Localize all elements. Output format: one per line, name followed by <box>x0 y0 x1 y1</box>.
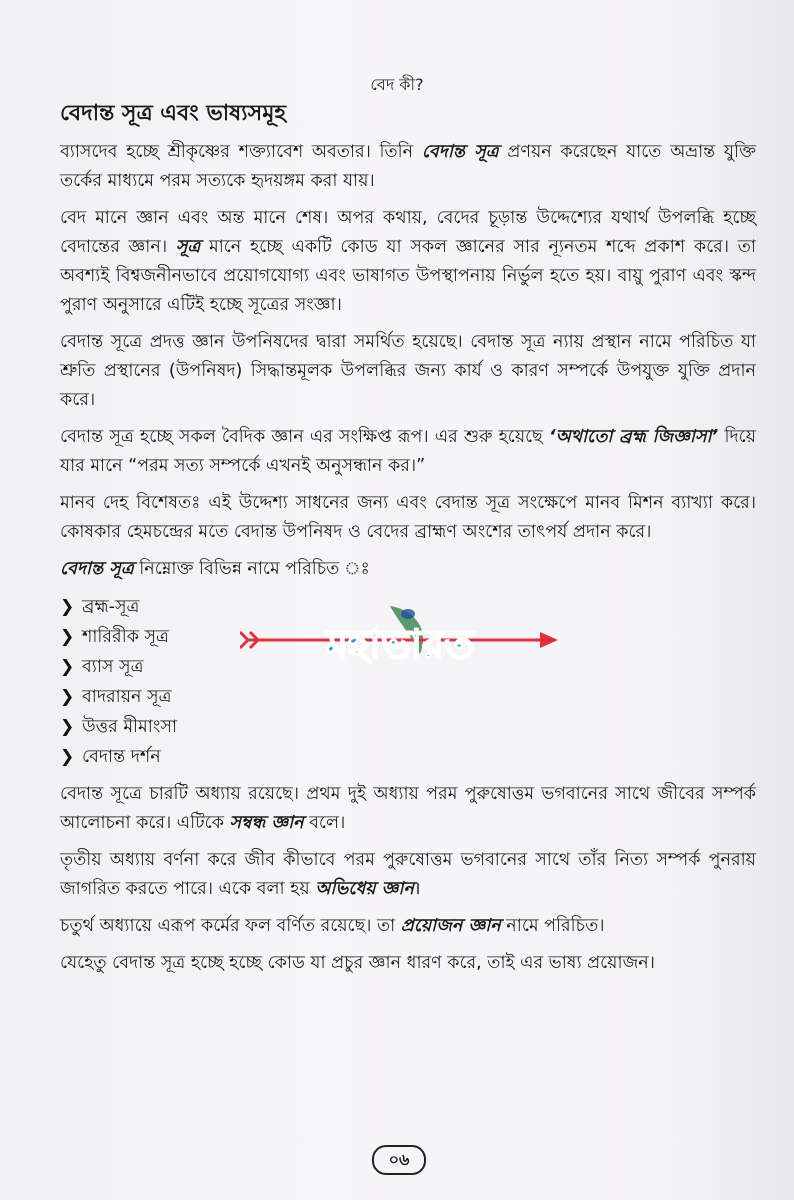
list-item <box>60 682 756 712</box>
watermark-text: মহাভারত <box>325 622 475 668</box>
p9-text-a: চতুর্থ অধ্যায়ে এরূপ কর্মের ফল বর্ণিত রয়েছে। তা <box>60 916 401 936</box>
paragraph-7 <box>60 780 756 838</box>
paragraph-3: বেদান্ত সূত্রে প্রদত্ত জ্ঞান উপনিষদের দ্বারা সমর্থিত হয়েছে। বেদান্ত সূত্র ন্যায় প্রস্থান নামে পরিচিত যা শ্রুতি প্রস্থানের (উপনিষদ) সিদ্ধান্তমূলক উপলব্ধির জন্য কার্য ও কারণ সম্পর্কে উপযুক্ত যুক্তি প্রদান করে। <box>60 332 756 410</box>
p2-emphasis: সূত্র <box>175 237 201 257</box>
list-item <box>60 712 756 742</box>
paragraph-10: যেহেতু বেদান্ত সূত্র হচ্ছে হচ্ছে কোড যা প্রচুর জ্ঞান ধারণ করে, তাই এর ভাষ্য প্রয়োজন। <box>60 953 655 973</box>
paragraph-1 <box>60 138 756 196</box>
chevron-right-icon: ❯ <box>60 657 75 677</box>
list-item-label: উত্তর মীমাংসা <box>82 717 178 737</box>
page-content <box>60 96 756 986</box>
p7-text-b: বলে। <box>303 813 346 833</box>
running-title: বেদ কী? <box>370 75 424 94</box>
p1-text-b: প্রণয়ন করেছেন যাতে অভ্রান্ত যুক্তি তর্কের মাধ্যমে পরম সত্যকে হৃদয়ঙ্গম করা যায়। <box>60 142 756 191</box>
p2-text-a: বেদ মানে জ্ঞান এবং অন্ত মানে শেষ। অপর কথায়, বেদের চূড়ান্ত উদ্দেশ্যের যথার্থ উপলব্ধি হচ্ছে বেদান্তের জ্ঞান। <box>60 208 756 257</box>
p9-emphasis: প্রয়োজন জ্ঞান <box>400 916 501 936</box>
list-item-label: ব্যাস সূত্র <box>82 657 144 677</box>
paragraph-5: মানব দেহ বিশেষতঃ এই উদ্দেশ্য সাধনের জন্য এবং বেদান্ত সূত্র সংক্ষেপে মানব মিশন ব্যাখ্যা করে। কোষকার হেমচন্দ্রের মতে বেদান্ত উপনিষদ ও বেদের ব্রাহ্মণ অংশের তাৎপর্য প্রদান করে। <box>60 493 756 542</box>
p8-text-a: তৃতীয় অধ্যায় বর্ণনা করে জীব কীভাবে পরম পুরুষোত্তম ভগবানের সাথে তাঁর নিত্য সম্পর্ক পুনরায় জাগরিত করতে পারে। একে বলা হয় <box>60 850 756 899</box>
p8-emphasis: অভিধেয় জ্ঞান <box>315 879 414 899</box>
p2-text-b: মানে হচ্ছে একটি কোড যা সকল জ্ঞানের সার ন্যূনতম শব্দে প্রকাশ করে। তা অবশ্যই বিশ্বজনীনভাবে প্রয়োগযোগ্য এবং ভাষাগত উপস্থাপনায় নির্ভুল হতে হয়। বায়ু পুরাণ এবং স্কন্দ পুরাণ অনুসারে এটিই হচ্ছে সূত্রের সংজ্ঞা। <box>60 237 756 315</box>
paragraph-2 <box>60 204 756 320</box>
p8-text-b: । <box>413 879 421 899</box>
paragraph-4 <box>60 423 756 481</box>
p9-text-b: নামে পরিচিত। <box>500 916 605 936</box>
chevron-right-icon: ❯ <box>60 717 75 737</box>
paragraph-8 <box>60 846 756 904</box>
chevron-right-icon: ❯ <box>60 687 75 707</box>
p6-text: নিম্নোক্ত বিভিন্ন নামে পরিচিত ঃ <box>133 559 370 579</box>
chevron-right-icon: ❯ <box>60 627 75 647</box>
p7-emphasis: সম্বন্ধ জ্ঞান <box>229 813 304 833</box>
list-item-label: বেদান্ত দর্শন <box>82 747 161 767</box>
list-item-label: শারিরীক সূত্র <box>82 627 169 647</box>
list-item-label: বাদরায়ন সূত্র <box>82 687 172 707</box>
chevron-right-icon: ❯ <box>60 747 75 767</box>
paragraph-9 <box>60 912 756 941</box>
p1-text-a: ব্যাসদেব হচ্ছে শ্রীকৃষ্ণের শক্ত্যাবেশ অবতার। তিনি <box>60 142 422 162</box>
section-heading: বেদান্ত সূত্র এবং ভাষ্যসমূহ <box>60 101 286 126</box>
chevron-right-icon: ❯ <box>60 597 75 617</box>
p4-text-a: বেদান্ত সূত্র হচ্ছে সকল বৈদিক জ্ঞান এর সংক্ষিপ্ত রূপ। এর শুরু হয়েছে <box>60 427 549 447</box>
p6-emphasis: বেদান্ত সূত্র <box>60 559 134 579</box>
watermark-logo <box>240 596 560 686</box>
page-number: ০৬ <box>372 1145 426 1175</box>
p1-emphasis: বেদান্ত সূত্র <box>421 142 499 162</box>
p4-emphasis: ‘অথাতো ব্রহ্ম জিজ্ঞাসা’ <box>548 427 719 447</box>
list-item <box>60 742 756 772</box>
p7-text-a: বেদান্ত সূত্রে চারটি অধ্যায় রয়েছে। প্রথম দুই অধ্যায় পরম পুরুষোত্তম ভগবানের সাথে জীবের সম্পর্ক আলোচনা করে। এটিকে <box>60 784 756 833</box>
paragraph-6 <box>60 555 756 584</box>
list-item-label: ব্রহ্ম-সূত্র <box>82 597 140 617</box>
p4-text-b: দিয়ে যার মানে “পরম সত্য সম্পর্কে এখনই অনুসন্ধান কর।” <box>60 427 756 476</box>
